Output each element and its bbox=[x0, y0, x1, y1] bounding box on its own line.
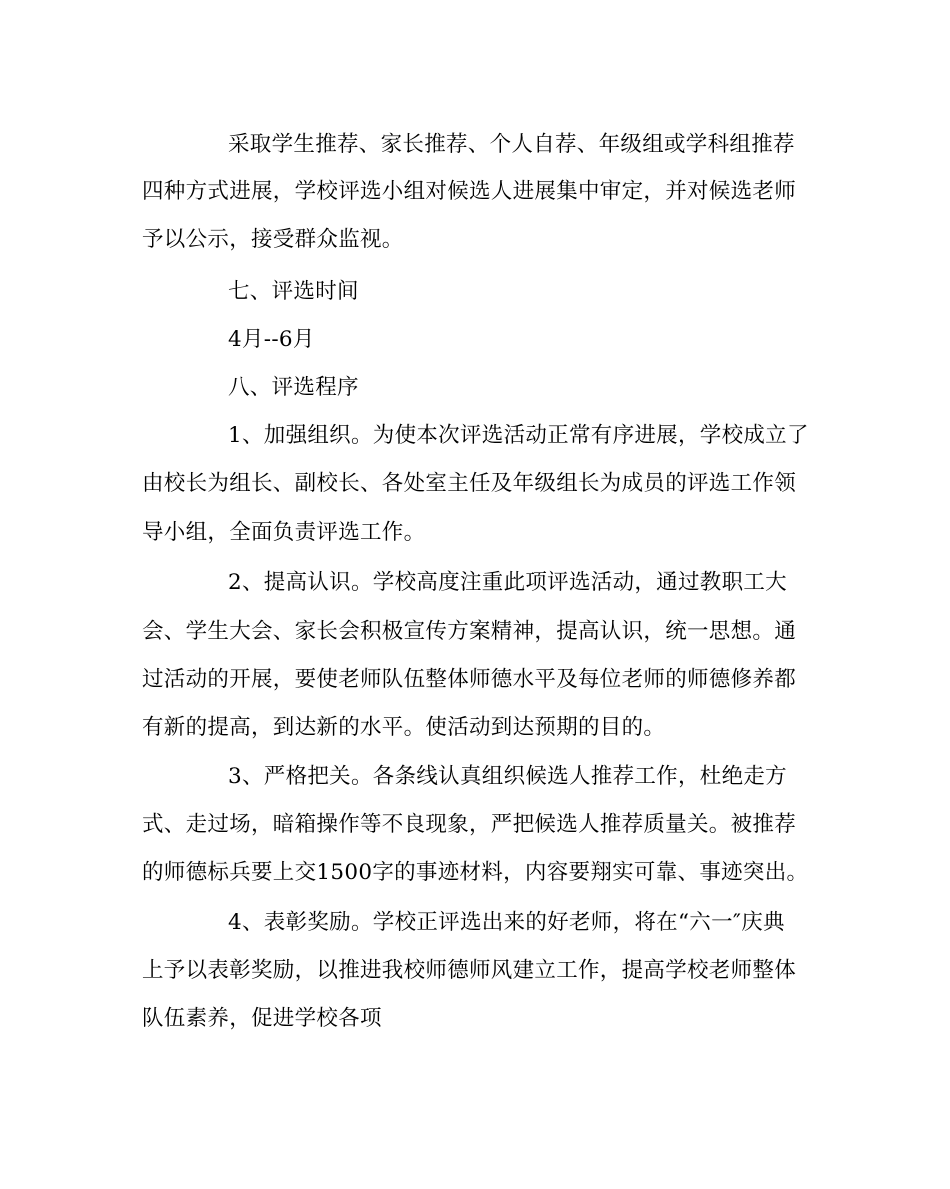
text-line: 采取学生推荐、家长推荐、个人自荐、年级组或学科组推荐 bbox=[228, 132, 795, 157]
section-heading: 七、评选时间 bbox=[228, 279, 359, 304]
text-line: 2、提高认识。学校高度注重此项评选活动，通过教职工大 bbox=[228, 570, 787, 595]
text-line: 由校长为组长、副校长、各处室主任及年级组长为成员的评选工作领 bbox=[142, 471, 797, 496]
text-line: 上予以表彰奖励，以推进我校师德师风建立工作，提高学校老师整体 bbox=[142, 958, 797, 983]
text-line: 式、走过场，暗箱操作等不良现象，严把候选人推荐质量关。被推荐 bbox=[142, 812, 797, 837]
text-line: 3、严格把关。各条线认真组织候选人推荐工作，杜绝走方 bbox=[228, 764, 787, 789]
text-line: 的师德标兵要上交1500字的事迹材料，内容要翔实可靠、事迹突出。 bbox=[142, 860, 809, 885]
text-line: 队伍素养，促进学校各项 bbox=[142, 1006, 382, 1031]
text-line: 导小组，全面负责评选工作。 bbox=[142, 520, 426, 545]
text-line: 4、表彰奖励。学校正评选出来的好老师，将在“六一″庆典 bbox=[228, 910, 785, 935]
text-line: 过活动的开展，要使老师队伍整体师德水平及每位老师的师德修养都 bbox=[142, 667, 797, 692]
text-line: 会、学生大会、家长会积极宣传方案精神，提高认识，统一思想。通 bbox=[142, 619, 797, 644]
text-line: 1、加强组织。为使本次评选活动正常有序进展，学校成立了 bbox=[228, 423, 809, 448]
text-line: 4月--6月 bbox=[228, 327, 315, 352]
text-line: 四种方式进展，学校评选小组对候选人进展集中审定，并对候选老师 bbox=[142, 179, 797, 204]
text-line: 有新的提高，到达新的水平。使活动到达预期的目的。 bbox=[142, 715, 666, 740]
text-line: 予以公示，接受群众监视。 bbox=[142, 227, 404, 252]
section-heading: 八、评选程序 bbox=[228, 375, 359, 400]
